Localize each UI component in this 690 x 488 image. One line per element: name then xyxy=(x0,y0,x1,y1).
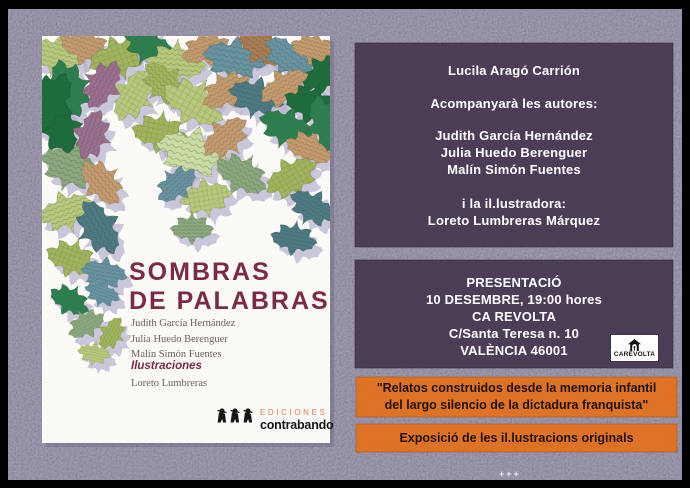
publisher-name-label: contrabando xyxy=(260,418,334,432)
presentation-title: PRESENTACIÓ xyxy=(466,275,562,290)
carevolta-badge-label: CAREVOLTA xyxy=(613,350,656,358)
presentation-date: 10 DESEMBRE, 19:00 hores xyxy=(425,292,603,307)
cover-title-line2: DE PALABRAS xyxy=(129,287,330,315)
cover-title xyxy=(129,258,330,316)
author-list xyxy=(355,127,673,178)
presentation-address: C/Santa Teresa n. 10 xyxy=(448,326,580,341)
expo-label: Exposició de les il.lustracions originals xyxy=(399,431,634,445)
cover-illustrations-label: Ilustraciones xyxy=(131,360,202,372)
presentation-city: VALÈNCIA 46001 xyxy=(460,343,568,358)
publisher-logo-text xyxy=(260,406,334,432)
contrabando-figures-icon xyxy=(216,406,254,434)
book-cover xyxy=(42,36,334,443)
illustrator-block xyxy=(355,195,673,229)
presentation-panel xyxy=(355,260,673,368)
author-name: Judith García Hernández xyxy=(435,128,593,143)
cover-authors xyxy=(131,316,235,363)
publisher-logo xyxy=(216,406,334,434)
authors-panel xyxy=(355,43,673,247)
cover-author: Malín Simón Fuentes xyxy=(131,349,222,360)
carevolta-house-icon xyxy=(628,339,641,351)
illustrator-label: i la il.lustradora: xyxy=(461,196,567,211)
watermark: +++ xyxy=(499,469,521,479)
cover-author: Julia Huedo Berenguer xyxy=(131,333,228,345)
carevolta-badge xyxy=(611,335,658,361)
presentation-venue: CA REVOLTA xyxy=(471,309,557,324)
cover-author: Judith García Hernández xyxy=(131,318,236,329)
expo-banner xyxy=(356,424,677,452)
cover-illustrator: Loreto Lumbreras xyxy=(131,378,208,389)
presenter-name: Lucila Aragó Carrión xyxy=(447,63,581,78)
publisher-ediciones-label: EDICIONES xyxy=(260,408,328,417)
quote-line2: del largo silencio de la dictadura franquista" xyxy=(384,398,649,412)
accompany-label: Acompanyarà les autores: xyxy=(430,96,598,111)
quote-banner xyxy=(356,377,677,417)
quote-line1: "Relatos construidos desde la memoria infantil xyxy=(376,381,657,395)
illustrator-name: Loreto Lumbreras Márquez xyxy=(427,213,601,228)
author-name: Julia Huedo Berenguer xyxy=(440,145,588,160)
cover-title-line1: SOMBRAS xyxy=(129,258,271,286)
author-name: Malín Simón Fuentes xyxy=(447,162,581,177)
